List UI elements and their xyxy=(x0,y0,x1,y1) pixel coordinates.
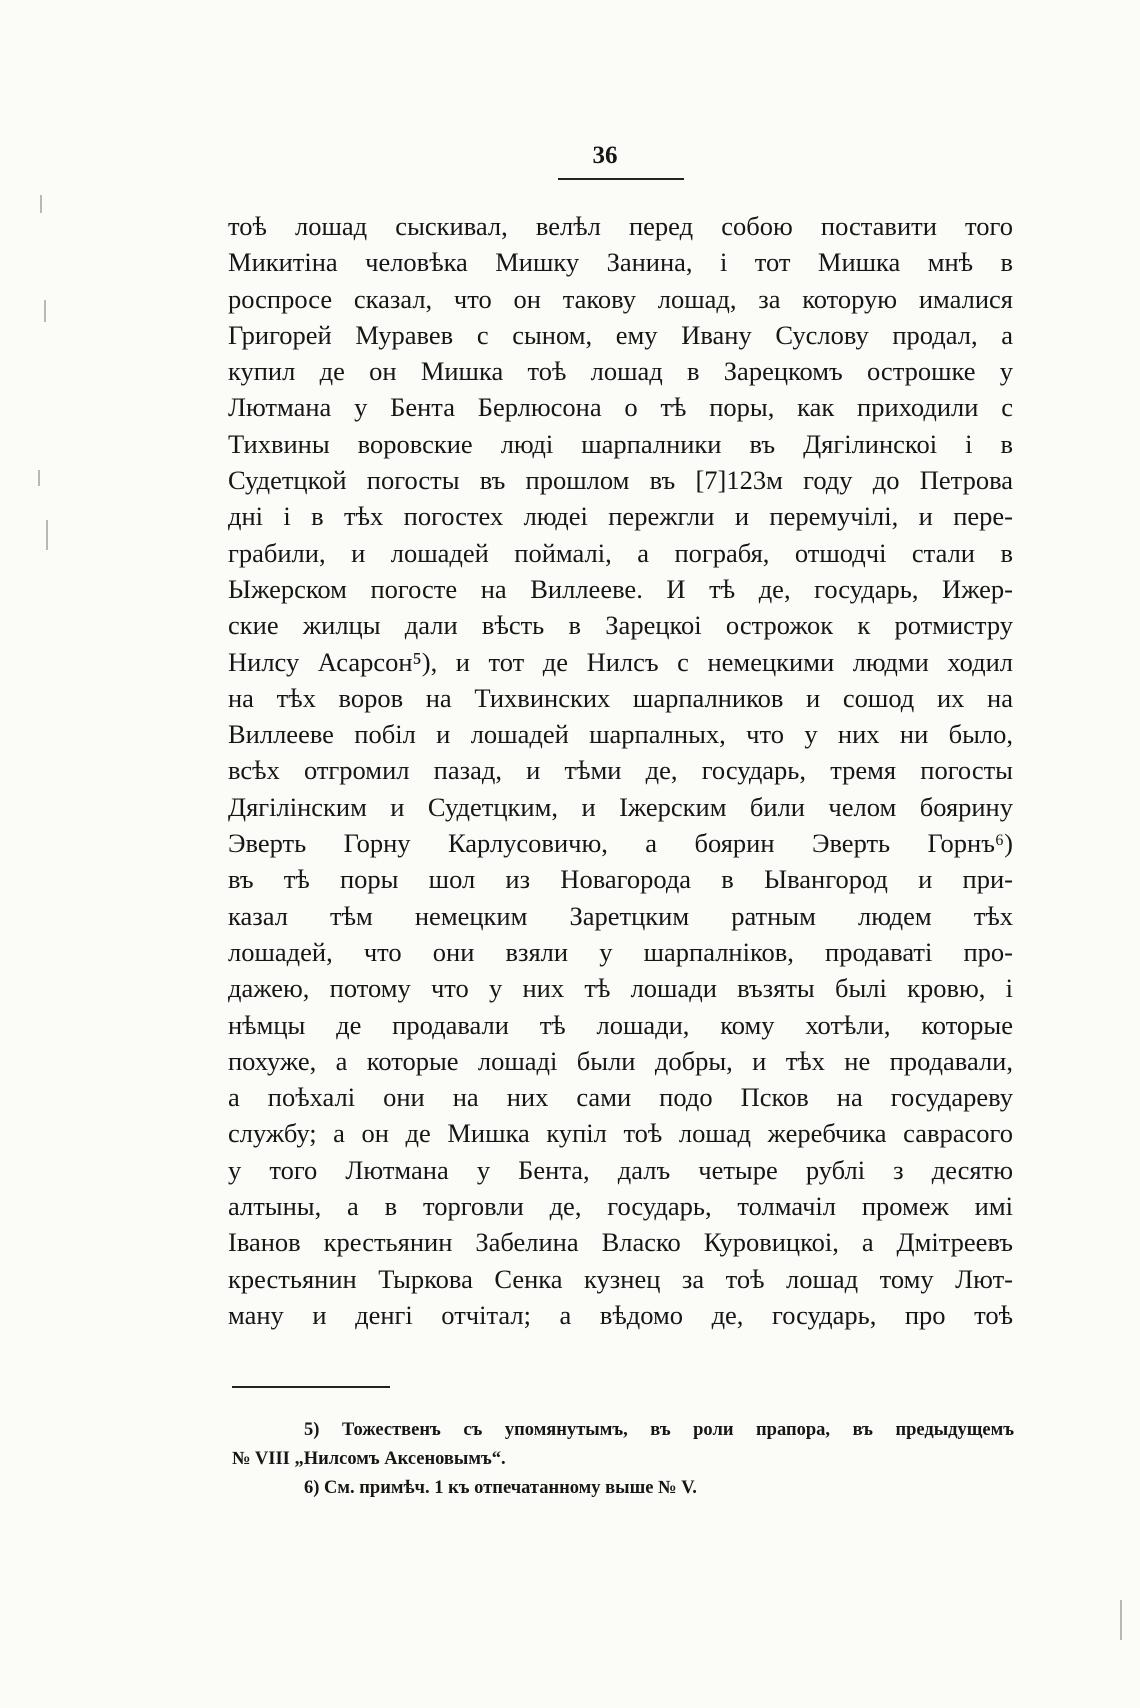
text-line: казал тѣм немецким Заретцким ратным людем тѣх xyxy=(228,900,1013,931)
text-line: Тихвины воровские люді шарпалники въ Дягілинскоі і в xyxy=(228,428,1013,459)
text-line: Іванов крестьянин Забелина Власко Куровицкоі, а Дмітреевъ xyxy=(228,1227,1013,1258)
scan-speck xyxy=(38,470,40,486)
text-line: Дягілінским и Судетцким, и Іжерским били челом боярину xyxy=(228,791,1013,822)
scan-speck xyxy=(44,300,46,322)
footnote-6: 6) См. примѣч. 1 къ отпечатанному выше № V. xyxy=(304,1478,697,1498)
text-line: Григорей Муравев с сыном, ему Ивану Суслову продал, а xyxy=(228,319,1013,350)
scan-speck xyxy=(40,195,42,213)
page-number-rule xyxy=(558,178,684,180)
text-line: ские жилцы дали вѣсть в Зарецкоі острожок к ротмистру xyxy=(228,610,1013,641)
text-line: Микитіна человѣка Мишку Занина, і тот Мишка мнѣ в xyxy=(228,247,1013,278)
body-text xyxy=(228,208,1013,1333)
text-line: на тѣх воров на Тихвинских шарпалников и сошод их на xyxy=(228,682,1013,713)
text-line: Ыжерском погосте на Виллееве. И тѣ де, государь, Ижер- xyxy=(228,573,1013,604)
text-line: а поѣхалі они на них сами подо Псков на государеву xyxy=(228,1082,1013,1113)
text-line: роспросе сказал, что он такову лошад, за которую ималися xyxy=(228,283,1013,314)
text-line: купил де он Мишка тоѣ лошад в Зарецкомъ острошке у xyxy=(228,356,1013,387)
text-line: лошадей, что они взяли у шарпалніков, продаваті про- xyxy=(228,936,1013,967)
text-line: алтыны, а в торговли де, государь, толмачіл промеж имі xyxy=(228,1191,1013,1222)
text-line: Виллееве побіл и лошадей шарпалных, что у них ни было, xyxy=(228,719,1013,750)
page-number: 36 xyxy=(592,142,618,169)
text-line: крестьянин Тыркова Сенка кузнец за тоѣ лошад тому Лют- xyxy=(228,1263,1013,1294)
footnote-rule xyxy=(232,1386,390,1388)
text-line: нѣмцы де продавали тѣ лошади, кому хотѣли, которые xyxy=(228,1009,1013,1040)
text-line: въ тѣ поры шол из Новагорода в Ывангород и при- xyxy=(228,864,1013,895)
text-line: грабили, и лошадей поймалі, а пограбя, отшодчі стали в xyxy=(228,537,1013,568)
footnotes xyxy=(232,1416,1014,1503)
text-line: дні і в тѣх погостех людеі пережгли и перемучілі, и пере- xyxy=(228,501,1013,532)
text-line: ману и денгі отчітал; а вѣдомо де, государь, про тоѣ xyxy=(228,1299,1013,1330)
text-line: Эверть Горну Карлусовичю, а боярин Эверть Горнъ⁶) xyxy=(228,828,1013,859)
text-line: Судетцкой погосты въ прошлом въ [7]123м году до Петрова xyxy=(228,465,1013,496)
text-line: тоѣ лошад сыскивал, велѣл перед собою поставити того xyxy=(228,211,1013,241)
footnote-5-line-1: 5) Тожественъ съ упомянутымъ, въ роли прапора, въ предыдущемъ xyxy=(304,1420,1014,1440)
footnote-5-line-2: № VIII „Нилсомъ Аксеновымъ“. xyxy=(232,1449,506,1469)
scan-speck xyxy=(1120,1600,1122,1640)
scan-speck xyxy=(46,520,48,550)
text-line: Нилсу Асарсон⁵), и тот де Нилсъ с немецкими людми ходил xyxy=(228,646,1013,677)
text-line: всѣх отгромил пазад, и тѣми де, государь, тремя погосты xyxy=(228,755,1013,786)
text-line: у того Лютмана у Бента, далъ четыре рублі з десятю xyxy=(228,1154,1013,1185)
text-line: похуже, а которые лошаді были добры, и тѣх не продавали, xyxy=(228,1045,1013,1076)
text-line: службу; а он де Мишка купіл тоѣ лошад жеребчика саврасого xyxy=(228,1118,1013,1149)
text-line: Лютмана у Бента Берлюсона о тѣ поры, как приходили с xyxy=(228,392,1013,423)
text-line: дажею, потому что у них тѣ лошади възяты былі кровю, і xyxy=(228,973,1013,1004)
